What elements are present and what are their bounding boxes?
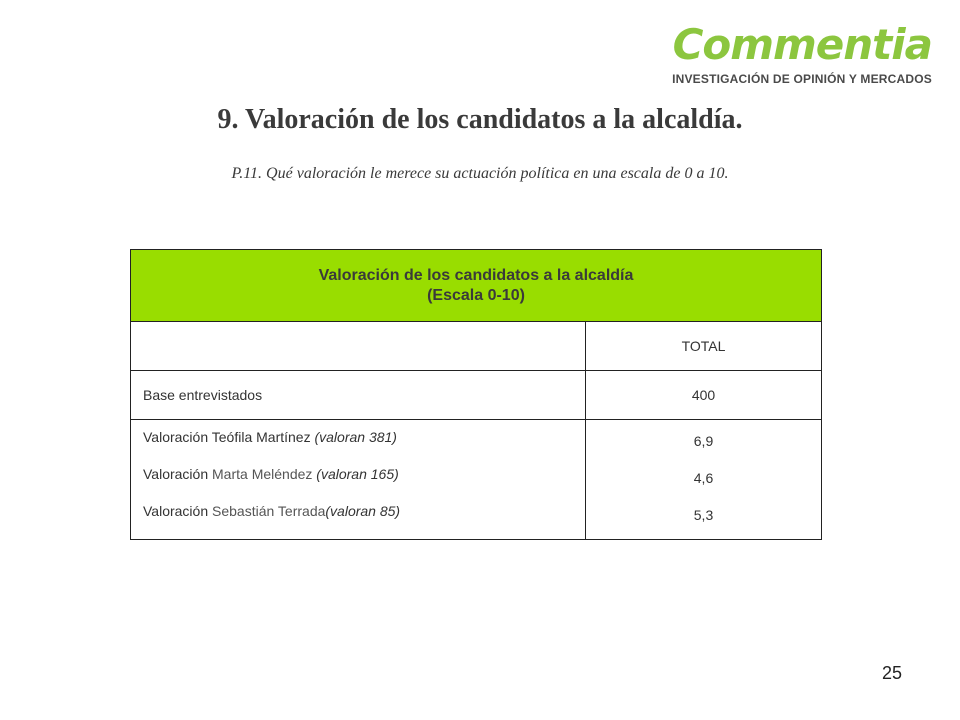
column-header-total: TOTAL	[586, 322, 822, 371]
logo-wordmark: Commentia	[672, 20, 932, 69]
candidate-label	[143, 502, 585, 522]
candidate-note: (valoran 165)	[316, 466, 399, 482]
candidate-note: (valoran 381)	[314, 429, 397, 445]
question-subtitle: P.11. Qué valoración le merece su actuación política en una escala de 0 a 10.	[231, 165, 729, 182]
candidate-label	[143, 465, 585, 502]
candidate-name: Teófila Martínez	[211, 429, 311, 445]
candidate-value: 4,6	[693, 470, 714, 486]
candidate-value: 5,3	[693, 507, 714, 523]
empty-header-cell	[131, 322, 586, 371]
candidate-prefix: Valoración	[143, 466, 209, 482]
candidate-name: Sebastián Terrada	[212, 503, 326, 519]
candidate-prefix: Valoración	[143, 429, 209, 445]
base-label: Base entrevistados	[131, 371, 586, 420]
candidate-name: Marta Meléndez	[212, 466, 313, 482]
candidate-value: 6,9	[693, 433, 714, 449]
logo-tagline: INVESTIGACIÓN DE OPINIÓN Y MERCADOS	[672, 72, 932, 86]
page-title: 9. Valoración de los candidatos a la alcaldía.	[217, 104, 743, 135]
ratings-table	[130, 249, 822, 540]
values-cell	[586, 420, 822, 540]
candidate-prefix: Valoración	[143, 503, 209, 519]
table-row	[131, 371, 822, 420]
table-header-scale: (Escala 0-10)	[427, 286, 525, 304]
candidate-note: (valoran 85)	[325, 503, 401, 519]
brand-logo	[672, 20, 932, 86]
table-header-title: Valoración de los candidatos a la alcaldía	[318, 266, 634, 284]
table-header	[131, 250, 822, 322]
page-number: 25	[881, 663, 902, 683]
base-value: 400	[586, 371, 822, 420]
table-row	[131, 420, 822, 540]
candidates-cell	[131, 420, 586, 540]
candidate-label	[143, 428, 585, 465]
